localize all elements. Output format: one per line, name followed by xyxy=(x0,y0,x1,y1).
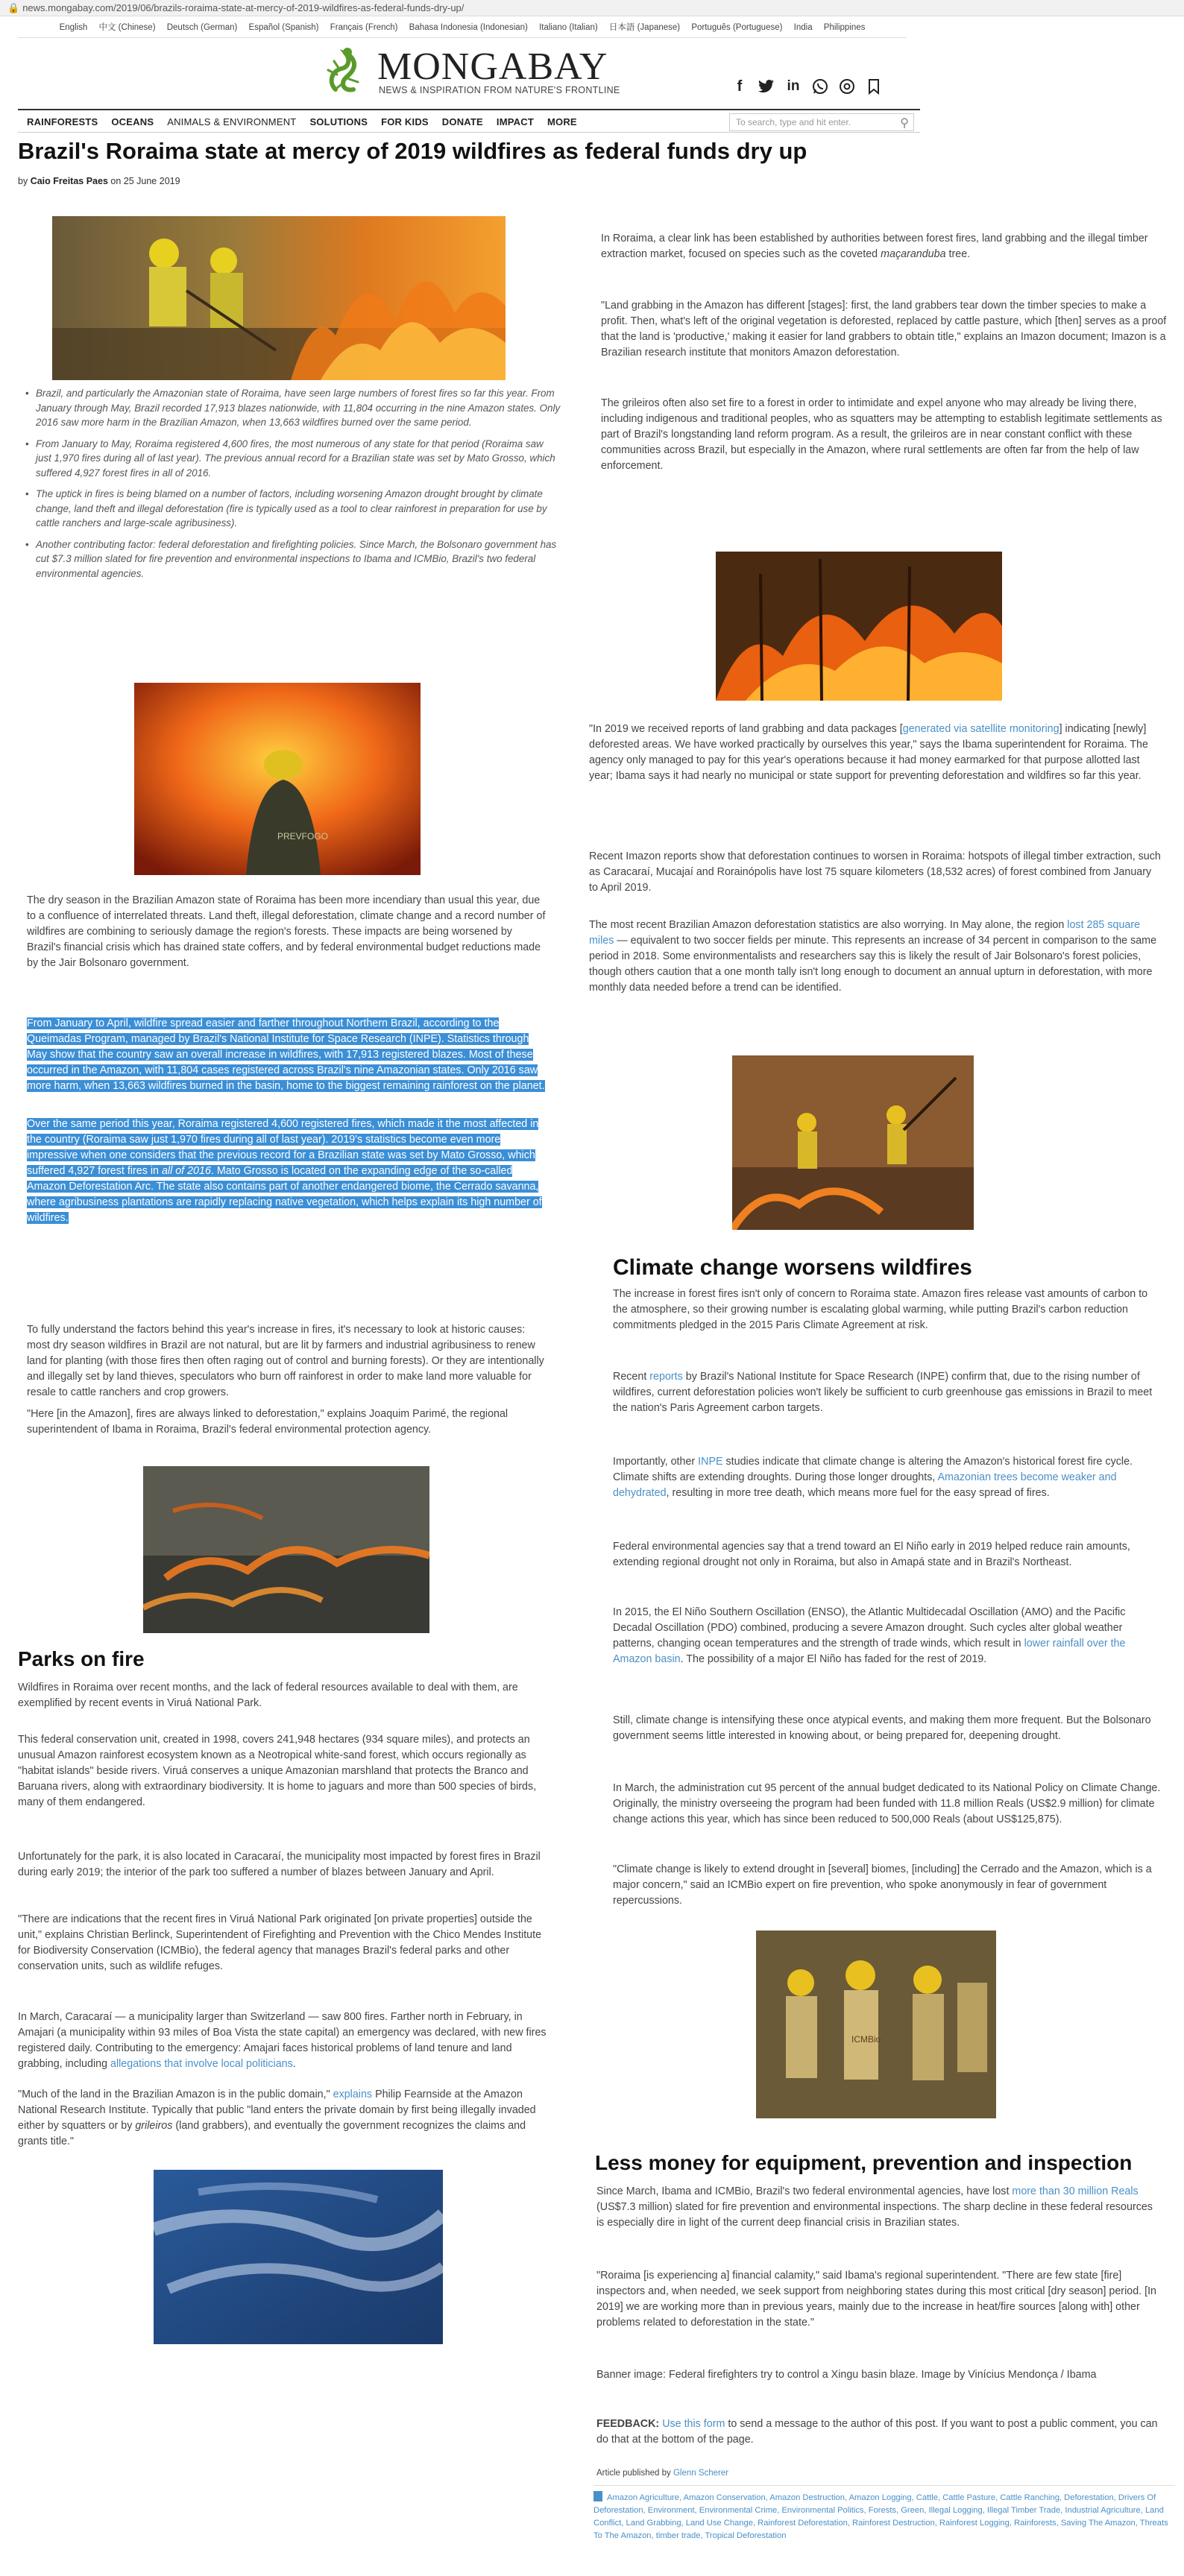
highlighted-paragraph xyxy=(27,1016,549,1094)
lang-india[interactable]: India xyxy=(793,23,813,32)
text-span: studies indicate that climate change is altering the Amazon's historical forest fire cycle. Climate shifts are extending droughts. During those longer droughts, xyxy=(613,1456,1133,1483)
text-span: "In 2019 we received reports of land grabbing and data packages [ xyxy=(589,723,903,735)
lang-chinese[interactable]: 中文 (Chinese) xyxy=(98,23,156,32)
politicians-link[interactable]: allegations that involve local politicians xyxy=(110,2058,293,2070)
gecko-logo-icon xyxy=(321,45,373,97)
paragraph: "There are indications that the recent fires in Viruá National Park originated [on private properties] outside the unit," explains Christian Berlinck, Superintendent of Firefighting and Prevention with the Chico Mendes Institute for Biodiversity Conservation (ICMBio), the federal agency that manages Brazil's federal parks and other conservation units, such as wildlife refuges. xyxy=(18,1913,542,1972)
paragraph: Unfortunately for the park, it is also located in Caracaraí, the municipality most impacted by forest fires in Brazil during early 2019; the interior of the park too suffered a number of blazes between January and April. xyxy=(18,1851,541,1878)
nav-for-kids[interactable]: FOR KIDS xyxy=(381,116,429,127)
main-nav xyxy=(18,109,920,133)
text-span: Philip Fearnside at the Amazon National Research Institute. Typically that public "land enters the private domain by first being illegally invaded either by squatters or by xyxy=(18,2089,536,2132)
paragraph: The dry season in the Brazilian Amazon state of Roraima has been more incendiary than usual this year, due to a confluence of interrelated threats. Land theft, illegal deforestation, climate change and a record number of wildfires are combining to seriously damage the region's forests. These impacts are being worsened by Brazil's financial crisis which has drained state coffers, and by federal environmental budget reductions made by the Jair Bolsonaro government. xyxy=(27,894,546,969)
paragraph: The grileiros often also set fire to a forest in order to intimidate and expel anyone who may already be living there, including indigenous and traditional peoples, who as squatters may be attempting to establish legitimate settlements as part of Brazil's longstanding land reform program. As a result, the grileiros are in near constant conflict with these communities across Brazil, but especially in the Amazon, where rural settlements are often far from the help of law enforcement. xyxy=(601,397,1162,472)
paragraph xyxy=(613,1454,1165,1501)
firefighters-image xyxy=(732,1055,974,1230)
text-span: . The possibility of a major El Niño has faded for the rest of 2019. xyxy=(680,1653,987,1665)
published-by xyxy=(596,2469,728,2478)
twitter-icon[interactable] xyxy=(758,78,775,95)
summary-bullet: • The uptick in fires is being blamed on a number of factors, including worsening Amazon drought brought by climate change, land theft and illegal deforestation (fire is typically used as a tool to clear rainforest in preparation for use by cattle ranchers and large-scale agribusiness). xyxy=(24,487,561,531)
shirt-text: ICMBio xyxy=(851,2034,881,2045)
feedback-paragraph xyxy=(596,2416,1163,2448)
explains-link[interactable]: explains xyxy=(333,2089,373,2100)
site-logo[interactable] xyxy=(321,45,634,97)
search-icon[interactable]: ⚲ xyxy=(900,117,909,130)
lang-japanese[interactable]: 日本語 (Japanese) xyxy=(608,23,681,32)
lang-indonesian[interactable]: Bahasa Indonesia (Indonesian) xyxy=(409,23,528,32)
article-title: Brazil's Roraima state at mercy of 2019 wildfires as federal funds dry up xyxy=(18,138,807,164)
search-placeholder: To search, type and hit enter. xyxy=(736,117,851,127)
summary-bullet: • From January to May, Roraima registered 4,600 fires, the most numerous of any state for that period (Roraima saw just 1,970 fires during all of last year). The previous annual record for a Brazilian state was set by Mato Grosso, which suffered 4,927 forest fires in all of 2016. xyxy=(24,437,561,481)
text-span: In March, Caracaraí — a municipality larger than Switzerland — saw 800 fires. Farther north in February, in Amajari (a municipality within 93 miles of Boa Vista the state capital) an emergency was declared, with new fires registered daily. Contributing to the emergency: Amajari faces historical problems of land tenure and land grabbing, including xyxy=(18,2011,547,2070)
summary-bullet: • Another contributing factor: federal deforestation and firefighting policies. Since March, the Bolsonaro government has cut $7.3 million slated for fire prevention and environmental inspections to Ibama and ICMBio, Brazil's two federal environmental agencies. xyxy=(24,537,561,581)
italic-text: maçaranduba xyxy=(881,248,946,260)
paragraph xyxy=(613,1605,1165,1667)
nav-donate[interactable]: DONATE xyxy=(441,116,483,127)
paragraph: This federal conservation unit, created in 1998, covers 241,948 hectares (934 square miles), and protects an unusual Amazon rainforest ecosystem known as a Neotropical white-sand forest, which occurs regionally as "habitat islands" beside rivers. Viruá conserves a unique Amazonian marshland that protects the Branco and Baruana rivers, along with extraordinary biodiversity. It is home to jaguars and more than 500 species of birds, many of them endangered. xyxy=(18,1734,537,1808)
article-tags xyxy=(593,2491,1175,2542)
nav-impact[interactable]: IMPACT xyxy=(496,116,534,127)
paragraph: Wildfires in Roraima over recent months, and the lack of federal resources available to deal with them, are exemplified by recent events in Viruá National Park. xyxy=(18,1682,518,1709)
text-span: . Mato Grosso is located on the expanding edge of the so-called Amazon Deforestation Arc. The state also contains part of another endangered biome, the Cerrado savanna, where agribusiness plantations are rapidly replacing native vegetation, which helps explain its high number of wildfires. xyxy=(27,1165,542,1224)
paragraph: "Climate change is likely to extend drought in [several] biomes, [including] the Cerrado and the Amazon, which is a major concern," said an ICMBio expert on fire prevention, who spoke anonymously in fear of government repercussions. xyxy=(613,1863,1152,1907)
tag-icon xyxy=(593,2491,602,2501)
selected-text: From January to April, wildfire spread easier and farther throughout Northern Brazil, according to the Queimadas Program, managed by Brazil's National Institute for Space Research (INPE). Statistics through May show that the country saw an overall increase in wildfires, with 17,913 registered blazes. Most of these occurred in the Amazon, with 11,804 cases registered across Brazil's nine Amazonian states. Only 2016 saw more harm, when 13,663 wildfires burned in the basin, home to the biggest remaining rainforest on the planet. xyxy=(27,1017,545,1092)
publish-date: 25 June 2019 xyxy=(123,176,180,186)
forest-fire-image xyxy=(716,552,1002,701)
lost-285-square-miles-link[interactable]: lost 285 square miles xyxy=(589,919,1141,947)
whatsapp-icon[interactable] xyxy=(811,78,829,95)
aerial-smoke-image xyxy=(154,2170,443,2344)
text-span: tree. xyxy=(945,248,971,260)
selected-text xyxy=(27,1118,542,1224)
paragraph: The increase in forest fires isn't only of concern to Roraima state. Amazon fires release vast amounts of carbon to the atmosphere, so their growing number is escalating global warming, while putting Brazil's carbon reduction commitments pledged in the 2015 Paris Climate Agreement at risk. xyxy=(613,1288,1148,1331)
paragraph: In March, the administration cut 95 percent of the annual budget dedicated to its National Policy on Climate Change. Originally, the ministry overseeing the program had been funded with 11.8 million Reals (US$2.9 million) for climate change actions this year, which has since been reduced to 500,000 Reals (about US$125,875). xyxy=(613,1782,1161,1825)
helmet-text: PREVFOGO xyxy=(277,831,329,842)
section-heading: Climate change worsens wildfires xyxy=(613,1255,972,1280)
italic-text: grileiros xyxy=(135,2120,173,2132)
text-span: by Brazil's National Institute for Space Research (INPE) confirm that, due to the rising number of wildfires, current deforestation policies won't likely be sufficient to curb greenhouse gas emissions in Brazil to meet the nation's Paris Agreement carbon targets. xyxy=(613,1371,1153,1414)
nav-oceans[interactable]: OCEANS xyxy=(111,116,154,127)
lang-french[interactable]: Français (French) xyxy=(330,23,398,32)
publisher-link[interactable]: Glenn Scherer xyxy=(673,2469,729,2478)
feedback-form-link[interactable]: Use this form xyxy=(662,2418,725,2430)
text-span: In Roraima, a clear link has been established by authorities between forest fires, land grabbing and the illegal timber extraction market, focused on species such as the coveted xyxy=(601,233,1148,260)
paragraph xyxy=(613,1369,1165,1416)
inpe-link[interactable]: INPE xyxy=(698,1456,723,1468)
reports-link[interactable]: reports xyxy=(649,1371,683,1383)
site-name: MONGABAY xyxy=(377,45,608,88)
paragraph: "Here [in the Amazon], fires are always linked to deforestation," explains Joaquim Parimé, the regional superintendent of Ibama in Roraima, Brazil's federal environmental protection agency. xyxy=(27,1408,508,1436)
paragraph: Federal environmental agencies say that a trend toward an El Niño early in 2019 helped reduce rain amounts, extending regional drought not only in Roraima, but also in Amapá state and in Brazil's Northeast. xyxy=(613,1541,1130,1568)
text-span: — equivalent to two soccer fields per minute. This represents an increase of 34 percent in comparison to the same period in 2018. Some environmentalists and researchers say this is likely the result of Jair Bolsonaro's forest policies, though others caution that a one month tally isn't long enough to document an annual upturn in deforestation, with more monthly data needed before a trend can be identified. xyxy=(589,935,1157,994)
icmbio-team-image xyxy=(756,1931,996,2118)
email-icon[interactable] xyxy=(838,78,856,95)
grass-fire-image xyxy=(143,1466,429,1633)
satellite-monitoring-link[interactable]: generated via satellite monitoring xyxy=(902,723,1059,735)
paragraph: Recent Imazon reports show that deforestation continues to worsen in Roraima: hotspots of illegal timber extraction, such as Caracaraí, Mucajaí and Rorainópolis have lost 75 square kilometers (18,532 acres) of forest combined from January to April 2019. xyxy=(589,850,1161,894)
nav-solutions[interactable]: SOLUTIONS xyxy=(309,116,368,127)
byline xyxy=(18,176,180,186)
paragraph xyxy=(18,2087,555,2150)
text-span: Since March, Ibama and ICMBio, Brazil's two federal environmental agencies, have lost xyxy=(596,2185,1013,2197)
summary-bullet: • Brazil, and particularly the Amazonian state of Roraima, have seen large numbers of forest fires so far this year. From January through May, Brazil recorded 17,913 blazes nationwide, with 11,804 occurring in the nine Amazon states. Only 2016 saw more harm in the Brazilian Amazon, when 13,663 wildfires burned over the same period. xyxy=(24,386,561,430)
image-credit: Banner image: Federal firefighters try to control a Xingu basin blaze. Image by Vinícius Mendonça / Ibama xyxy=(596,2369,1097,2381)
section-heading: Parks on fire xyxy=(18,1647,145,1670)
text-span: to send a message to the author of this post. If you want to post a public comment, you can do that at the bottom of the page. xyxy=(596,2418,1158,2446)
published-by-label: Article published by xyxy=(596,2469,671,2478)
article-summary xyxy=(24,386,561,587)
text-span: The most recent Brazilian Amazon deforestation statistics are also worrying. In May alone, the region xyxy=(589,919,1068,931)
text-span: , resulting in more tree death, which means more fuel for the easy spread of fires. xyxy=(666,1487,1050,1499)
text-span: Over the same period this year, Roraima registered 4,600 registered fires, which made it the most affected in the country (Roraima saw just 1,970 fires during all of last year). 2019's statistics become even more impressive when one considers that the previous record for a Brazilian state was set by Mato Grosso, which suffered 4,927 forest fires in xyxy=(27,1118,539,1177)
lock-icon: 🔒 xyxy=(7,2,20,13)
divider xyxy=(593,2485,1175,2486)
search-input[interactable] xyxy=(729,113,914,131)
lang-german[interactable]: Deutsch (German) xyxy=(166,23,238,32)
language-bar xyxy=(0,21,925,33)
byline-by: by xyxy=(18,176,28,186)
text-span: (land grabbers), and eventually the government recognizes the claims and grants title." xyxy=(18,2120,526,2147)
lang-spanish[interactable]: Español (Spanish) xyxy=(248,23,319,32)
firefighter-image xyxy=(134,683,421,875)
text-span: "Much of the land in the Brazilian Amazon is in the public domain," xyxy=(18,2089,333,2100)
weaker-trees-link[interactable]: Amazonian trees become weaker and dehydrated xyxy=(613,1471,1117,1499)
text-span: . xyxy=(292,2058,296,2070)
paragraph xyxy=(18,2010,555,2072)
italic-text: all of 2016 xyxy=(161,1165,211,1177)
text-span: ] indicating [newly] deforested areas. We have worked practically by ourselves this year," says the Ibama superintendent for Roraima. The agency only managed to pay for this year's operations because it had money earmarked for that purpose allotted last year; Ibama says it had nearly no municipal or state support for preventing deforestation and wildfires so far this year. xyxy=(589,723,1148,782)
paragraph: Still, climate change is intensifying these once atypical events, and making them more frequent. But the Bolsonaro government seems little interested in knowing about, or being prepared for, deepening drought. xyxy=(613,1714,1151,1742)
byline-on: on xyxy=(110,176,122,186)
text-span: (US$7.3 million) slated for fire prevention and environmental inspections. The sharp decline in these federal resources is especially dire in light of the current deep financial crisis in Brazilian states. xyxy=(596,2201,1153,2229)
text-span: In 2015, the El Niño Southern Oscillation (ENSO), the Atlantic Multidecadal Oscillation (AMO) and the Pacific Decadal Oscillation (PDO) combined, producing a severe Amazon drought. Such cycles alter global weather patterns, changing ocean temperatures and the strength of trade winds, which result in xyxy=(613,1606,1126,1650)
text-span: Importantly, other xyxy=(613,1456,699,1468)
highlighted-paragraph xyxy=(27,1117,549,1226)
30-million-reals-link[interactable]: more than 30 million Reals xyxy=(1012,2185,1139,2197)
paragraph: "Roraima [is experiencing a] financial calamity," said Ibama's regional superintendent. "There are few state [fire] inspectors and, when needed, we seek support from neighboring states during this most critical [dry season] period. [In 2019] we are working more than in previous years, mainly due to the increase in heat/fire sources [along with] other problems related to deforestation in the state." xyxy=(596,2270,1156,2329)
lang-portuguese[interactable]: Português (Portuguese) xyxy=(691,23,783,32)
paragraph: To fully understand the factors behind this year's increase in fires, it's necessary to look at historic causes: most dry season wildfires in Brazil are not natural, but are lit by farmers and industrial agribusiness to renew land for planting (with those fires then often raging out of control and burning forests). Or they are intentionally and illegally set by land thieves, speculators who burn off rainforest in order to make land more valuable for resale to cattle ranchers and crop growers. xyxy=(27,1324,544,1398)
site-tagline: NEWS & INSPIRATION FROM NATURE'S FRONTLINE xyxy=(379,85,620,95)
tag-list[interactable]: Amazon Agriculture, Amazon Conservation, Amazon Destruction, Amazon Logging, Cattle, Cattle Pasture, Cattle Ranching, Deforestation, Drivers Of Deforestation, Environment, Environmental Crime, Environmental Politics, Forests, Green, Illegal Logging, Illegal Timber Trade, Industrial Agriculture, Land Conflict, Land Grabbing, Land Use Change, Rainforest Deforestation, Rainforest Destruction, Rainforest Logging, Rainforests, Saving The Amazon, Threats To The Amazon, timber trade, Tropical Deforestation xyxy=(593,2493,1168,2540)
author-link[interactable]: Caio Freitas Paes xyxy=(30,176,108,186)
lang-italian[interactable]: Italiano (Italian) xyxy=(539,23,598,32)
paragraph xyxy=(589,722,1163,784)
facebook-icon[interactable]: f xyxy=(737,78,743,95)
browser-url-bar[interactable] xyxy=(0,0,1184,16)
nav-more[interactable]: MORE xyxy=(547,116,577,127)
linkedin-icon[interactable]: in xyxy=(787,78,800,94)
social-share-bar xyxy=(731,78,883,95)
paragraph xyxy=(596,2184,1163,2231)
paragraph xyxy=(589,918,1163,996)
banner-image xyxy=(52,216,506,380)
paragraph: "Land grabbing in the Amazon has different [stages]: first, the land grabbers tear down the timber species to make a profit. Then, what's left of the original vegetation is deforested, replaced by cattle pasture, which [then] serves as a proof that the land is 'productive,' making it easier for land grabbers to obtain title," explains an Imazon document; Imazon is a Brazilian research institute that monitors Amazon deforestation. xyxy=(601,300,1167,359)
bookmark-icon[interactable] xyxy=(865,78,883,95)
nav-animals-environment[interactable]: ANIMALS & ENVIRONMENT xyxy=(167,116,297,127)
lang-philippines[interactable]: Philippines xyxy=(823,23,866,32)
lower-rainfall-link[interactable]: lower rainfall over the Amazon basin xyxy=(613,1638,1126,1665)
url-text: news.mongabay.com/2019/06/brazils-roraima-state-at-mercy-of-2019-wildfires-as-federal-funds-dry-up/ xyxy=(22,2,465,13)
divider xyxy=(18,37,907,38)
text-span: Recent xyxy=(613,1371,650,1383)
lang-english[interactable]: English xyxy=(59,23,88,32)
nav-rainforests[interactable]: RAINFORESTS xyxy=(27,116,98,127)
section-heading: Less money for equipment, prevention and inspection xyxy=(595,2151,1133,2174)
feedback-label: FEEDBACK: xyxy=(596,2418,660,2430)
paragraph xyxy=(601,231,1168,262)
